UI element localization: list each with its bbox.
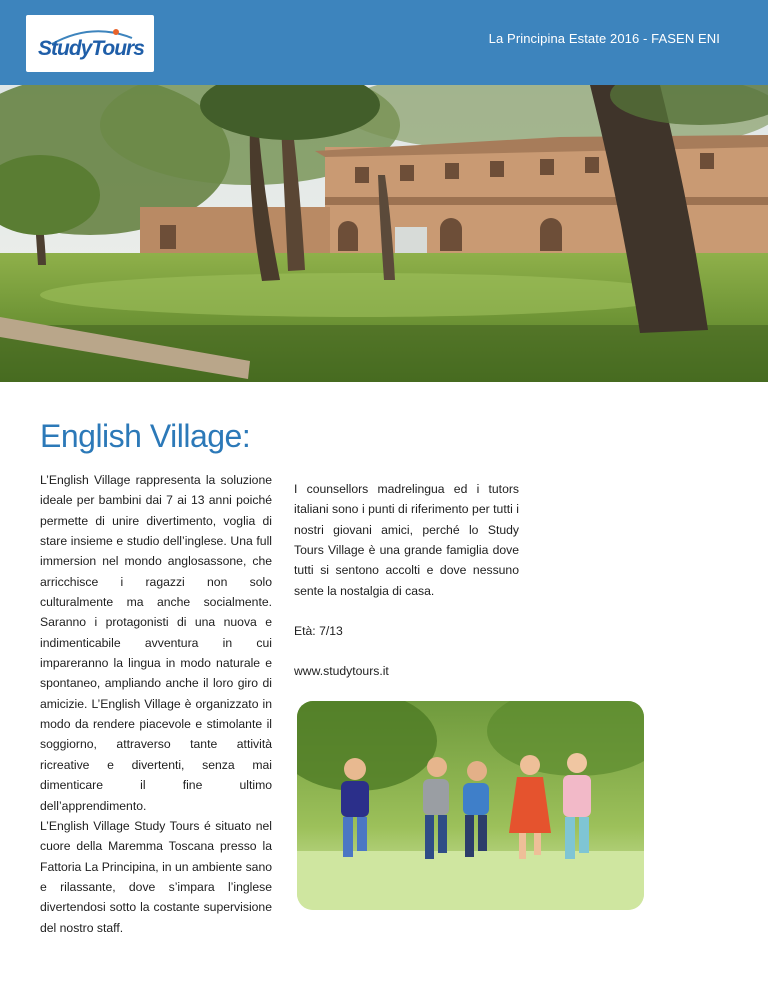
staff-paragraph: I counsellors madrelingua ed i tutors italiani sono i punti di riferimento per tutti i nostri giovani amici, perché lo Study Tours Village è una grande famiglia dove tutti si sentono accolti e dove nessuno sente la nostalgia di casa. [294, 482, 519, 598]
intro-paragraph: L’English Village rappresenta la soluzione ideale per bambini dai 7 ai 13 anni poiché permette di unire divertimento, voglia di stare insieme e studio dell’inglese. Una full immersion nel mondo anglosassone, che arricchisce i ragazzi non solo culturalmente ma anche socialmente. Saranno i protagonisti di una nuova e indimenticabile avventura in cui impareranno la lingua in modo naturale e spontaneo, ampliando anche il loro giro di amicizie. L’English Village è organizzato in modo da rendere piacevole e stimolante il soggiorno, attraverso tante attività ricreative e divertenti, senza mai dimenticare il fine ultimo dell’apprendimento. [40, 473, 272, 813]
location-paragraph: L’English Village Study Tours é situato nel cuore della Maremma Toscana presso la Fattoria La Principina, in un ambiente sano e rilassante, dove s’impara l’inglese divertendosi sotto la costante supervisione del nostro staff. [40, 818, 272, 935]
age-range: Età: 7/13 [294, 624, 343, 639]
header-bar [0, 0, 768, 85]
svg-text:StudyTours: StudyTours [38, 36, 144, 60]
right-column [294, 479, 519, 682]
left-column [40, 470, 272, 938]
studytours-logo [26, 15, 154, 72]
logo-graphic [32, 24, 148, 64]
page-title: English Village: [40, 418, 251, 454]
website-link[interactable]: www.studytours.it [294, 664, 389, 679]
children-running-photo [297, 701, 644, 910]
header-title: La Principina Estate 2016 - FASEN ENI [488, 31, 720, 46]
villa-photo [0, 85, 768, 382]
